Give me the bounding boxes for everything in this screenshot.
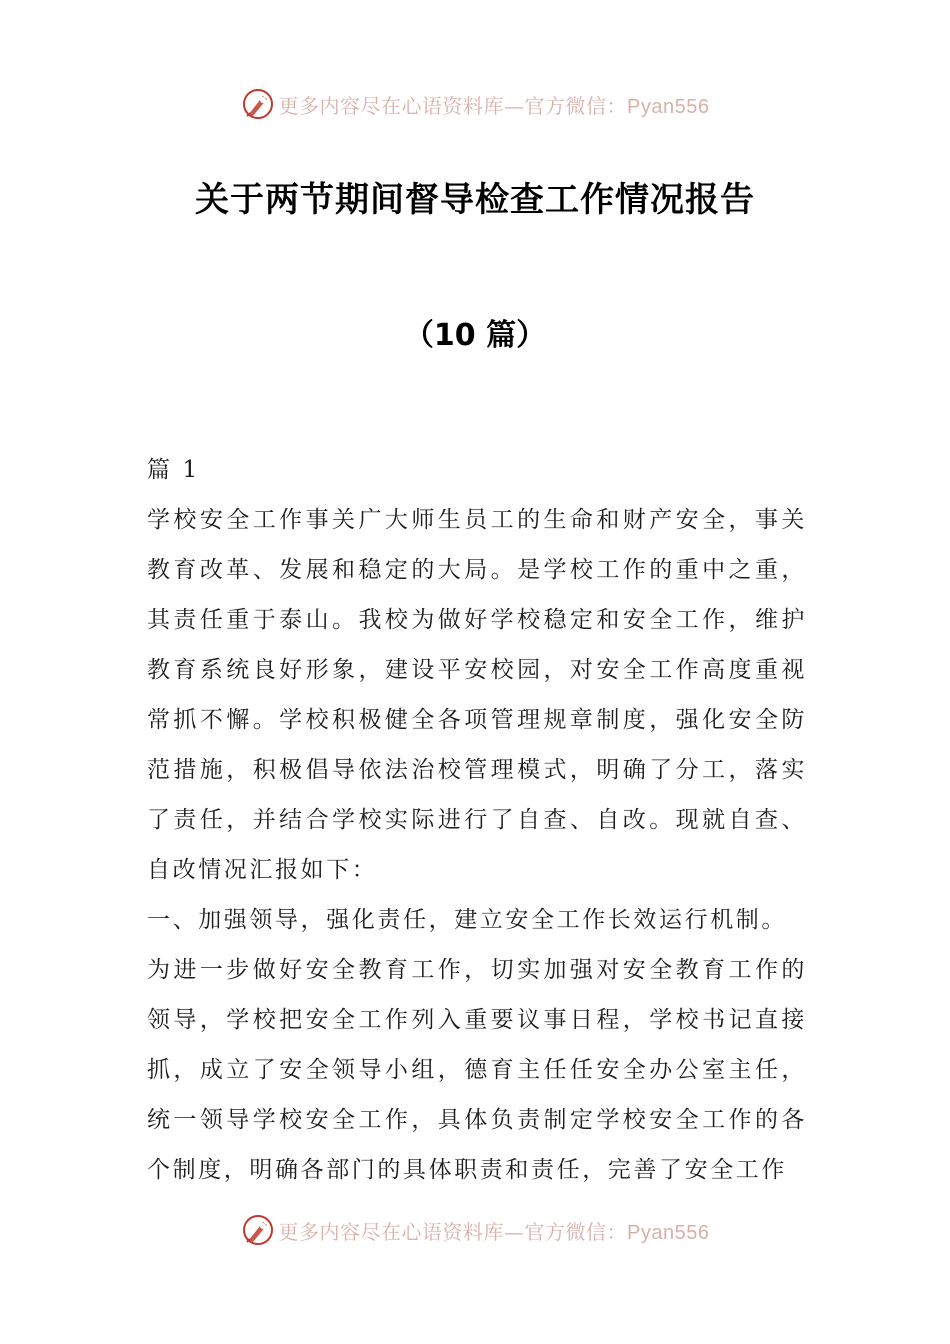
section-label: 篇 1 [147, 457, 200, 483]
pen-logo-icon [241, 1213, 275, 1247]
pen-logo-icon [241, 87, 275, 121]
intro-paragraph: 学校安全工作事关广大师生员工的生命和财产安全，事关教育改革、发展和稳定的大局。是学校工作的重中之重，其责任重于泰山。我校为做好学校稳定和安全工作，维护教育系统良好形象，建设平安校园，对安全工作高度重视常抓不懈。学校积极健全各项管理规章制度，强化安全防范措施，积极倡导依法治校管理模式，明确了分工，落实了责任，并结合学校实际进行了自查、自改。现就自查、自改情况汇报如下： [147, 507, 807, 883]
section-heading: 一、加强领导，强化责任，建立安全工作长效运行机制。 [147, 907, 787, 933]
banner-text: 更多内容尽在心语资料库—官方微信：Pyan556 [278, 1219, 710, 1244]
footer-banner [0, 1210, 950, 1250]
document-body [147, 445, 807, 1195]
header-banner [0, 84, 950, 124]
banner-text: 更多内容尽在心语资料库—官方微信：Pyan556 [278, 93, 710, 118]
document-subtitle: （10 篇） [403, 318, 547, 353]
document-title: 关于两节期间督导检查工作情况报告 [195, 180, 755, 220]
body-paragraph: 为进一步做好安全教育工作，切实加强对安全教育工作的领导，学校把安全工作列入重要议事日程，学校书记直接抓，成立了安全领导小组，德育主任任安全办公室主任，统一领导学校安全工作，具体负责制定学校安全工作的各个制度，明确各部门的具体职责和责任，完善了安全工作 [147, 957, 807, 1183]
